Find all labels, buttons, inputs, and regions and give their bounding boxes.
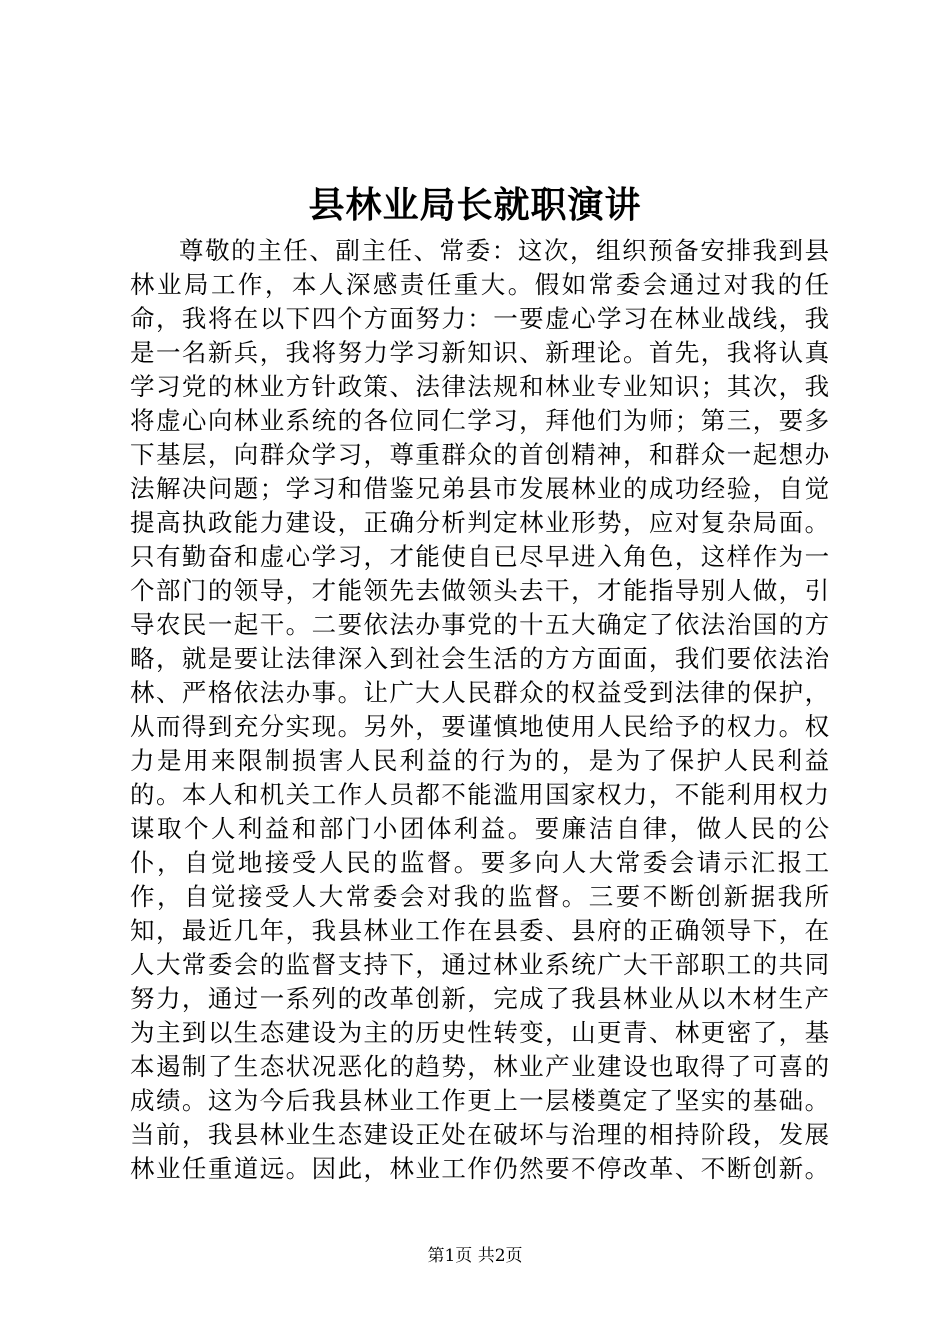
page-number-footer: 第1页 共2页 — [427, 1246, 523, 1266]
document-body-paragraph: 尊敬的主任、副主任、常委：这次，组织预备安排我到县林业局工作，本人深感责任重大。假如常委会通过对我的任命，我将在以下四个方面努力：一要虚心学习在林业战线，我是一名新兵，我将努力学习新知识、新理论。首先，我将认真学习党的林业方针政策、法律法规和林业专业知识；其次，我将虚心向林业系统的各位同仁学习，拜他们为师；第三，要多下基层，向群众学习，尊重群众的首创精神，和群众一起想办法解决问题；学习和借鉴兄弟县市发展林业的成功经验，自觉提高执政能力建设，正确分析判定林业形势，应对复杂局面。只有勤奋和虚心学习，才能使自已尽早进入角色，这样作为一个部门的领导，才能领先去做领头去干，才能指导别人做，引导农民一起干。二要依法办事党的十五大确定了依法治国的方略，就是要让法律深入到社会生活的方方面面，我们要依法治林、严格依法办事。让广大人民群众的权益受到法律的保护，从而得到充分实现。另外，要谨慎地使用人民给予的权力。权力是用来限制损害人民利益的行为的，是为了保护人民利益的。本人和机关工作人员都不能滥用国家权力，不能利用权力谋取个人利益和部门小团体利益。要廉洁自律，做人民的公仆，自觉地接受人民的监督。要多向人大常委会请示汇报工作，自觉接受人大常委会对我的监督。三要不断创新据我所知，最近几年，我县林业工作在县委、县府的正确领导下，在人大常委会的监督支持下，通过林业系统广大干部职工的共同努力，通过一系列的改革创新，完成了我县林业从以木材生产为主到以生态建设为主的历史性转变，山更青、林更密了，基本遏制了生态状况恶化的趋势，林业产业建设也取得了可喜的成绩。这为今后我县林业工作更上一层楼奠定了坚实的基础。当前，我县林业生态建设正处在破坏与治理的相持阶段，发展林业任重道远。因此，林业工作仍然要不停改革、不断创新。 — [130, 236, 830, 1183]
document-title: 县林业局长就职演讲 — [308, 184, 642, 226]
